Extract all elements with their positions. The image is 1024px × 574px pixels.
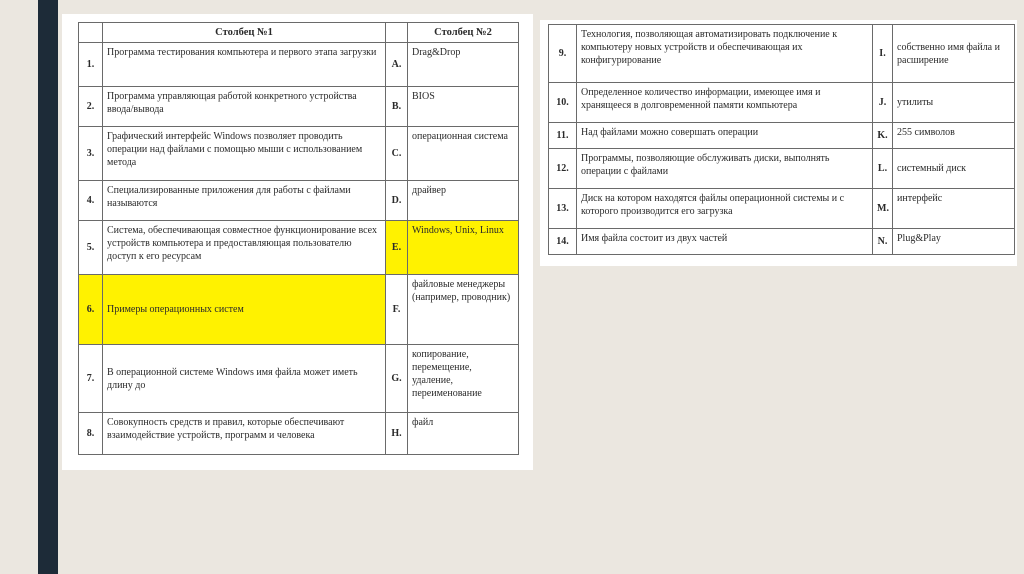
table-header-row (79, 23, 519, 43)
table-row (79, 181, 519, 221)
header-empty-cell (79, 23, 103, 43)
answer-text: драйвер (408, 181, 519, 221)
table-row (79, 275, 519, 345)
answer-letter: J. (873, 83, 893, 123)
answer-text: интерфейс (893, 189, 1015, 229)
answer-text: утилиты (893, 83, 1015, 123)
table-row (79, 221, 519, 275)
answer-text: Plug&Play (893, 229, 1015, 255)
row-number: 4. (79, 181, 103, 221)
answer-text: копирование, перемещение, удаление, переименование (408, 345, 519, 413)
row-number: 1. (79, 43, 103, 87)
table-row (79, 43, 519, 87)
row-number: 14. (549, 229, 577, 255)
table-row (549, 123, 1015, 149)
table-row (549, 83, 1015, 123)
table-row (79, 87, 519, 127)
question-text: Диск на котором находятся файлы операционной системы и с которого производится его загрузка (577, 189, 873, 229)
answer-letter: A. (386, 43, 408, 87)
answer-text: файл (408, 413, 519, 455)
answer-text: BIOS (408, 87, 519, 127)
answer-letter: N. (873, 229, 893, 255)
table-row (79, 127, 519, 181)
question-text: Программа тестирования компьютера и первого этапа загрузки (103, 43, 386, 87)
header-column-1: Столбец №1 (103, 23, 386, 43)
table-row (79, 413, 519, 455)
table-row (549, 189, 1015, 229)
row-number: 8. (79, 413, 103, 455)
answer-letter: B. (386, 87, 408, 127)
row-number: 9. (549, 25, 577, 83)
question-text: Совокупность средств и правил, которые обеспечивают взаимодействие устройств, программ и человека (103, 413, 386, 455)
answer-text: операционная система (408, 127, 519, 181)
row-number: 10. (549, 83, 577, 123)
answer-text: файловые менеджеры (например, проводник) (408, 275, 519, 345)
table-row (79, 345, 519, 413)
answer-letter: E. (386, 221, 408, 275)
question-text: Графический интерфейс Windows позволяет проводить операции над файлами с помощью мыши с использованием метода (103, 127, 386, 181)
row-number: 2. (79, 87, 103, 127)
question-text: Специализированные приложения для работы с файлами называются (103, 181, 386, 221)
matching-table-right (548, 24, 1015, 255)
left-accent-bar (38, 0, 58, 574)
table-row (549, 229, 1015, 255)
answer-letter: M. (873, 189, 893, 229)
answer-text: системный диск (893, 149, 1015, 189)
answer-letter: I. (873, 25, 893, 83)
table-row (549, 25, 1015, 83)
answer-text: 255 символов (893, 123, 1015, 149)
answer-text: собственно имя файла и расширение (893, 25, 1015, 83)
header-empty-cell (386, 23, 408, 43)
table-row (549, 149, 1015, 189)
question-text: Над файлами можно совершать операции (577, 123, 873, 149)
answer-letter: L. (873, 149, 893, 189)
row-number: 13. (549, 189, 577, 229)
row-number: 6. (79, 275, 103, 345)
row-number: 5. (79, 221, 103, 275)
question-text: Программы, позволяющие обслуживать диски, выполнять операции с файлами (577, 149, 873, 189)
row-number: 12. (549, 149, 577, 189)
question-text: Определенное количество информации, имеющее имя и хранящееся в долговременной памяти компьютера (577, 83, 873, 123)
row-number: 3. (79, 127, 103, 181)
row-number: 7. (79, 345, 103, 413)
answer-letter: D. (386, 181, 408, 221)
header-column-2: Столбец №2 (408, 23, 519, 43)
row-number: 11. (549, 123, 577, 149)
answer-letter: K. (873, 123, 893, 149)
answer-text: Windows, Unix, Linux (408, 221, 519, 275)
question-text: Имя файла состоит из двух частей (577, 229, 873, 255)
question-text: Технология, позволяющая автоматизировать подключение к компьютеру новых устройств и обеспечивающая их конфигурирование (577, 25, 873, 83)
question-text: Система, обеспечивающая совместное функционирование всех устройств компьютера и предоставляющая пользователю доступ к его ресурсам (103, 221, 386, 275)
answer-text: Drag&Drop (408, 43, 519, 87)
answer-letter: C. (386, 127, 408, 181)
question-text: В операционной системе Windows имя файла может иметь длину до (103, 345, 386, 413)
question-text: Программа управляющая работой конкретного устройства ввода/вывода (103, 87, 386, 127)
answer-letter: G. (386, 345, 408, 413)
matching-table-left (78, 22, 519, 455)
answer-letter: H. (386, 413, 408, 455)
question-text: Примеры операционных систем (103, 275, 386, 345)
answer-letter: F. (386, 275, 408, 345)
